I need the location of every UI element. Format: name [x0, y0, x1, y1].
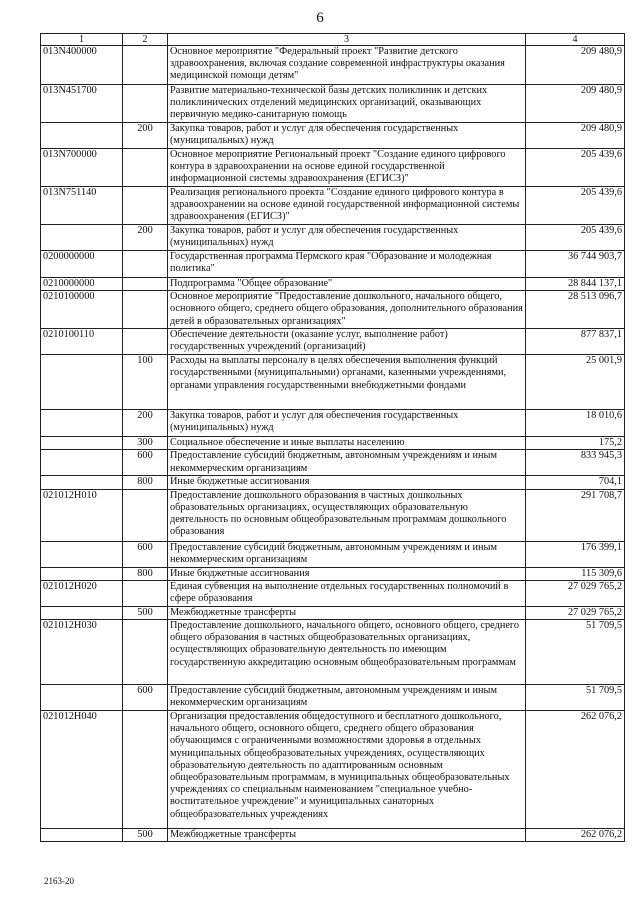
row-amount: 205 439,6 [526, 187, 625, 225]
row-name: Иные бюджетные ассигнования [168, 567, 526, 580]
row-name: Реализация регионального проекта "Создание единого цифрового контура в здравоохранении на основе единой государственной информационной системы здравоохранения (ЕГИСЗ)" [168, 187, 526, 225]
row-expense-type [123, 46, 168, 85]
table-row [41, 410, 625, 437]
table-row [41, 437, 625, 450]
row-amount: 262 076,2 [526, 829, 625, 842]
row-amount: 27 029 765,2 [526, 580, 625, 606]
row-name: Закупка товаров, работ и услуг для обеспечения государственных (муниципальных) нужд [168, 225, 526, 251]
row-expense-type [123, 711, 168, 829]
row-code: 013N751140 [41, 187, 123, 225]
row-name: Подпрограмма "Общее образование" [168, 278, 526, 291]
row-expense-type: 200 [123, 123, 168, 149]
row-code [41, 476, 123, 489]
row-code [41, 541, 123, 567]
row-name: Организация предоставления общедоступного и бесплатного дошкольного, начального общего, основного общего, среднего общего образования обучающимся с ограниченными возможностями здоровья в отдельных муниципальных общеобразовательных учреждениях, осуществляющих образовательную деятельность по адаптированным основным общеобразовательным программам, в муниципальных общеобразовательных учреждениях со специальным наименованием "специальное учебно-воспитательное учреждение" и муниципальных санаторных общеобразовательных учреждениях [168, 711, 526, 829]
table-row [41, 225, 625, 251]
row-name: Предоставление дошкольного образования в частных дошкольных образовательных организациях, осуществляющих образовательную деятельность по основным общеобразовательным программам дошкольного образования [168, 489, 526, 541]
row-code: 0200000000 [41, 251, 123, 278]
row-code [41, 567, 123, 580]
row-name: Предоставление дошкольного, начального общего, основного общего, среднего общего образования в частных общеобразовательных организациях, осуществляющих образовательную деятельность по имеющим государственную аккредитацию основным общеобразовательным программам [168, 620, 526, 685]
row-expense-type: 500 [123, 829, 168, 842]
row-code [41, 829, 123, 842]
page-number: 6 [316, 10, 324, 26]
row-expense-type: 300 [123, 437, 168, 450]
row-name: Развитие материально-технической базы детских поликлиник и детских поликлинических отделений медицинских организаций, оказывающих первичную медико-санитарную помощь [168, 85, 526, 123]
row-name: Предоставление субсидий бюджетным, автономным учреждениям и иным некоммерческим организациям [168, 685, 526, 711]
row-amount: 209 480,9 [526, 85, 625, 123]
row-amount: 262 076,2 [526, 711, 625, 829]
row-expense-type: 800 [123, 476, 168, 489]
row-expense-type: 600 [123, 541, 168, 567]
row-code: 021012Н040 [41, 711, 123, 829]
row-name: Обеспечение деятельности (оказание услуг, выполнение работ) государственных учреждений (организаций) [168, 329, 526, 355]
row-name: Закупка товаров, работ и услуг для обеспечения государственных (муниципальных) нужд [168, 123, 526, 149]
table-row [41, 489, 625, 541]
table-row [41, 829, 625, 842]
row-code: 0210100110 [41, 329, 123, 355]
table-row [41, 606, 625, 619]
row-amount: 115 309,6 [526, 567, 625, 580]
table-row [41, 278, 625, 291]
table-header-row [41, 34, 625, 46]
row-code [41, 450, 123, 476]
row-code: 013N400000 [41, 46, 123, 85]
row-amount: 27 029 765,2 [526, 606, 625, 619]
row-amount: 51 709,5 [526, 620, 625, 685]
row-expense-type [123, 580, 168, 606]
table-row [41, 567, 625, 580]
row-expense-type: 600 [123, 685, 168, 711]
row-code: 021012Н020 [41, 580, 123, 606]
table-row [41, 450, 625, 476]
header-col-1: 1 [41, 34, 123, 46]
row-amount: 704,1 [526, 476, 625, 489]
row-expense-type: 200 [123, 410, 168, 437]
row-amount: 205 439,6 [526, 225, 625, 251]
header-col-3: 3 [168, 34, 526, 46]
row-name: Иные бюджетные ассигнования [168, 476, 526, 489]
row-amount: 833 945,3 [526, 450, 625, 476]
row-expense-type [123, 187, 168, 225]
row-expense-type [123, 620, 168, 685]
row-name: Единая субвенция на выполнение отдельных государственных полномочий в сфере образования [168, 580, 526, 606]
row-code: 013N700000 [41, 149, 123, 187]
row-expense-type [123, 149, 168, 187]
row-name: Основное мероприятие Региональный проект "Создание единого цифрового контура в здравоохранении на основе единой государственной информационной системы здравоохранения (ЕГИСЗ)" [168, 149, 526, 187]
table-row [41, 541, 625, 567]
table-row [41, 187, 625, 225]
row-name: Основное мероприятие "Предоставление дошкольного, начального общего, основного общего, среднего общего образования, дополнительного образования детей в образовательных организациях" [168, 291, 526, 329]
table-row [41, 123, 625, 149]
row-expense-type: 800 [123, 567, 168, 580]
row-name: Межбюджетные трансферты [168, 829, 526, 842]
table-row [41, 251, 625, 278]
row-expense-type [123, 291, 168, 329]
row-expense-type [123, 329, 168, 355]
row-code: 021012Н030 [41, 620, 123, 685]
row-amount: 25 001,9 [526, 355, 625, 410]
row-amount: 18 010,6 [526, 410, 625, 437]
table-row [41, 149, 625, 187]
table-row [41, 85, 625, 123]
row-amount: 51 709,5 [526, 685, 625, 711]
row-amount: 28 844 137,1 [526, 278, 625, 291]
table-row [41, 711, 625, 829]
table-row [41, 46, 625, 85]
table-row [41, 685, 625, 711]
table-row [41, 580, 625, 606]
row-amount: 209 480,9 [526, 46, 625, 85]
row-expense-type [123, 489, 168, 541]
header-col-4: 4 [526, 34, 625, 46]
row-name: Предоставление субсидий бюджетным, автономным учреждениям и иным некоммерческим организациям [168, 450, 526, 476]
row-amount: 36 744 903,7 [526, 251, 625, 278]
budget-table [40, 33, 625, 842]
row-code [41, 685, 123, 711]
row-expense-type [123, 278, 168, 291]
row-code [41, 606, 123, 619]
row-amount: 209 480,9 [526, 123, 625, 149]
row-amount: 176 399,1 [526, 541, 625, 567]
row-expense-type: 200 [123, 225, 168, 251]
row-name: Расходы на выплаты персоналу в целях обеспечения выполнения функций государственными (муниципальными) органами, казенными учреждениями, органами управления государственными внебюджетными фондами [168, 355, 526, 410]
row-name: Предоставление субсидий бюджетным, автономным учреждениям и иным некоммерческим организациям [168, 541, 526, 567]
row-amount: 877 837,1 [526, 329, 625, 355]
row-expense-type: 500 [123, 606, 168, 619]
row-name: Социальное обеспечение и иные выплаты населению [168, 437, 526, 450]
table-row [41, 291, 625, 329]
row-code: 0210100000 [41, 291, 123, 329]
document-code: 2163-20 [44, 876, 74, 886]
row-code [41, 437, 123, 450]
row-code [41, 225, 123, 251]
row-expense-type: 600 [123, 450, 168, 476]
row-code [41, 410, 123, 437]
row-name: Государственная программа Пермского края "Образование и молодежная политика" [168, 251, 526, 278]
row-code: 0210000000 [41, 278, 123, 291]
row-code [41, 123, 123, 149]
row-expense-type [123, 251, 168, 278]
row-amount: 28 513 096,7 [526, 291, 625, 329]
row-code [41, 355, 123, 410]
row-expense-type [123, 85, 168, 123]
row-expense-type: 100 [123, 355, 168, 410]
table-row [41, 476, 625, 489]
row-amount: 291 708,7 [526, 489, 625, 541]
header-col-2: 2 [123, 34, 168, 46]
row-amount: 205 439,6 [526, 149, 625, 187]
row-name: Закупка товаров, работ и услуг для обеспечения государственных (муниципальных) нужд [168, 410, 526, 437]
table-row [41, 355, 625, 410]
row-name: Межбюджетные трансферты [168, 606, 526, 619]
table-row [41, 329, 625, 355]
row-amount: 175,2 [526, 437, 625, 450]
row-code: 013N451700 [41, 85, 123, 123]
table-row [41, 620, 625, 685]
row-code: 021012Н010 [41, 489, 123, 541]
row-name: Основное мероприятие "Федеральный проект "Развитие детского здравоохранения, включая создание современной инфраструктуры оказания медицинской помощи детям" [168, 46, 526, 85]
